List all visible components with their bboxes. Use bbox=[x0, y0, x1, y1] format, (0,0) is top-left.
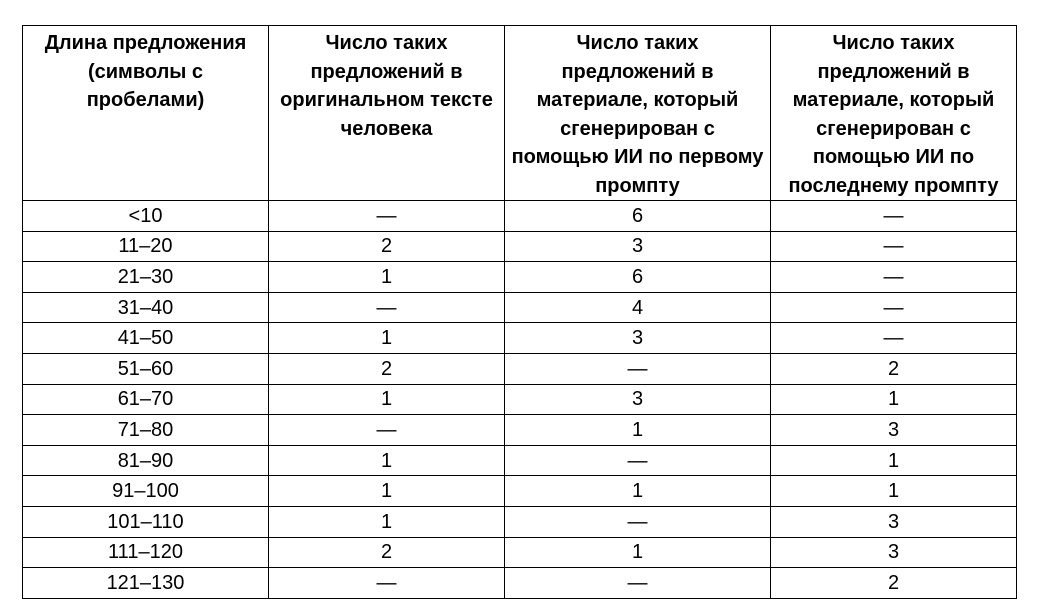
ai-last-count-cell: 1 bbox=[771, 476, 1017, 507]
ai-first-count-cell: — bbox=[505, 353, 771, 384]
sentence-length-table bbox=[22, 25, 1017, 599]
table-body bbox=[23, 201, 1017, 599]
header-ai-first-prompt: Число таких предложений в материале, который сгенерирован с помощью ИИ по первому промпту bbox=[505, 26, 771, 201]
table-header bbox=[23, 26, 1017, 201]
human-count-cell: 1 bbox=[269, 262, 505, 293]
table-row bbox=[23, 384, 1017, 415]
length-range-cell: 71–80 bbox=[23, 415, 269, 446]
ai-last-count-cell: 1 bbox=[771, 445, 1017, 476]
ai-first-count-cell: 6 bbox=[505, 262, 771, 293]
ai-last-count-cell: — bbox=[771, 323, 1017, 354]
ai-last-count-cell: 3 bbox=[771, 506, 1017, 537]
table-row bbox=[23, 201, 1017, 232]
ai-first-count-cell: — bbox=[505, 445, 771, 476]
human-count-cell: — bbox=[269, 415, 505, 446]
ai-first-count-cell: 1 bbox=[505, 415, 771, 446]
ai-first-count-cell: 3 bbox=[505, 384, 771, 415]
ai-first-count-cell: 1 bbox=[505, 476, 771, 507]
ai-last-count-cell: 3 bbox=[771, 537, 1017, 568]
table-row bbox=[23, 262, 1017, 293]
ai-last-count-cell: — bbox=[771, 292, 1017, 323]
table-row bbox=[23, 323, 1017, 354]
table-row bbox=[23, 568, 1017, 599]
ai-first-count-cell: — bbox=[505, 568, 771, 599]
table-row bbox=[23, 353, 1017, 384]
ai-last-count-cell: 3 bbox=[771, 415, 1017, 446]
length-range-cell: 61–70 bbox=[23, 384, 269, 415]
length-range-cell: 31–40 bbox=[23, 292, 269, 323]
human-count-cell: — bbox=[269, 568, 505, 599]
header-row bbox=[23, 26, 1017, 201]
length-range-cell: 41–50 bbox=[23, 323, 269, 354]
ai-last-count-cell: 2 bbox=[771, 353, 1017, 384]
human-count-cell: 1 bbox=[269, 476, 505, 507]
table-row bbox=[23, 537, 1017, 568]
length-range-cell: 21–30 bbox=[23, 262, 269, 293]
ai-last-count-cell: 2 bbox=[771, 568, 1017, 599]
length-range-cell: 121–130 bbox=[23, 568, 269, 599]
header-human-original: Число таких предложений в оригинальном тексте человека bbox=[269, 26, 505, 201]
ai-first-count-cell: 1 bbox=[505, 537, 771, 568]
human-count-cell: 1 bbox=[269, 445, 505, 476]
length-range-cell: 101–110 bbox=[23, 506, 269, 537]
ai-first-count-cell: 3 bbox=[505, 231, 771, 262]
length-range-cell: 111–120 bbox=[23, 537, 269, 568]
length-range-cell: 81–90 bbox=[23, 445, 269, 476]
human-count-cell: 1 bbox=[269, 323, 505, 354]
table-row bbox=[23, 292, 1017, 323]
ai-first-count-cell: 4 bbox=[505, 292, 771, 323]
table-row bbox=[23, 476, 1017, 507]
length-range-cell: 91–100 bbox=[23, 476, 269, 507]
human-count-cell: 1 bbox=[269, 384, 505, 415]
ai-last-count-cell: — bbox=[771, 262, 1017, 293]
ai-first-count-cell: 3 bbox=[505, 323, 771, 354]
length-range-cell: 51–60 bbox=[23, 353, 269, 384]
header-ai-last-prompt: Число таких предложений в материале, который сгенерирован с помощью ИИ по последнему промпту bbox=[771, 26, 1017, 201]
human-count-cell: — bbox=[269, 201, 505, 232]
ai-first-count-cell: — bbox=[505, 506, 771, 537]
human-count-cell: 1 bbox=[269, 506, 505, 537]
length-range-cell: <10 bbox=[23, 201, 269, 232]
human-count-cell: 2 bbox=[269, 353, 505, 384]
table-row bbox=[23, 445, 1017, 476]
ai-first-count-cell: 6 bbox=[505, 201, 771, 232]
length-range-cell: 11–20 bbox=[23, 231, 269, 262]
table-row bbox=[23, 231, 1017, 262]
human-count-cell: 2 bbox=[269, 537, 505, 568]
table-row bbox=[23, 415, 1017, 446]
ai-last-count-cell: 1 bbox=[771, 384, 1017, 415]
header-sentence-length: Длина предложения (символы с пробелами) bbox=[23, 26, 269, 201]
table-row bbox=[23, 506, 1017, 537]
ai-last-count-cell: — bbox=[771, 201, 1017, 232]
ai-last-count-cell: — bbox=[771, 231, 1017, 262]
human-count-cell: — bbox=[269, 292, 505, 323]
human-count-cell: 2 bbox=[269, 231, 505, 262]
